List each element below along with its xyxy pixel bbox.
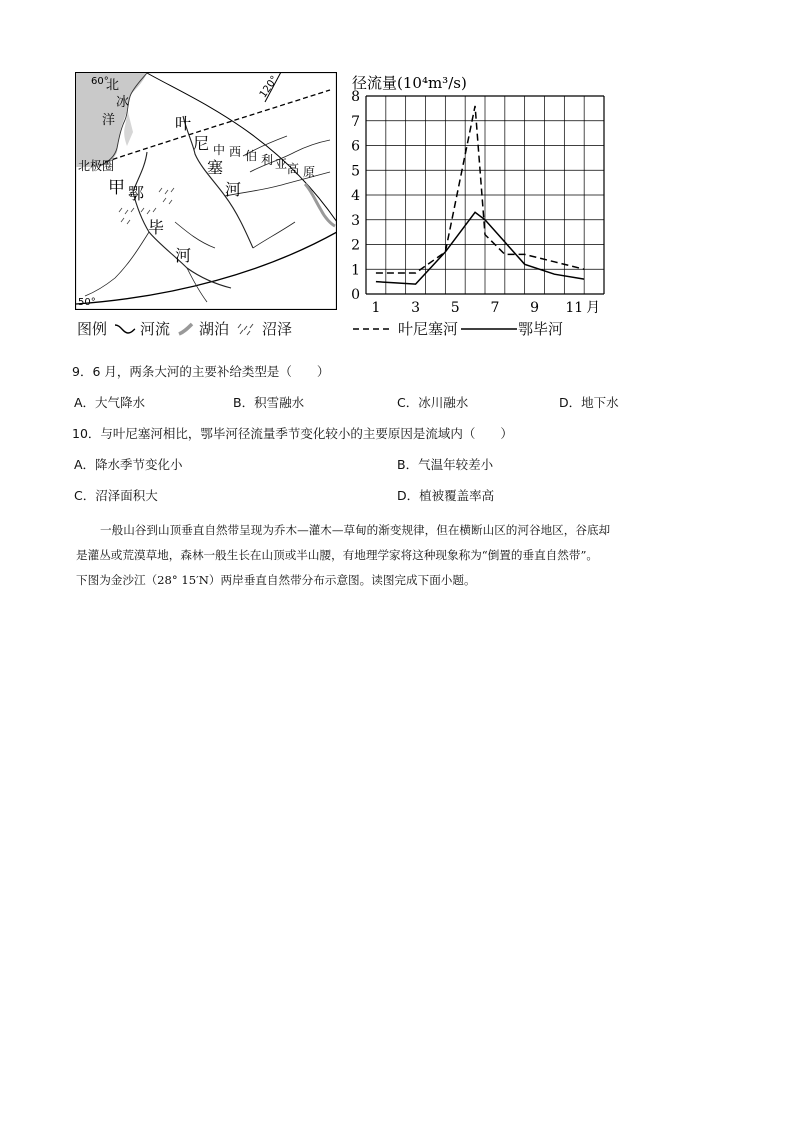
q9-option-d[interactable]: D．地下水	[559, 395, 619, 410]
q9-option-b[interactable]: B．积雪融水	[233, 395, 305, 410]
plateau-char-6: 高	[287, 162, 300, 176]
q10-option-d[interactable]: D．植被覆盖率高	[397, 488, 495, 503]
passage-line-1: 一般山谷到山顶垂直自然带呈现为乔木—灌木—草甸的渐变规律，但在横断山区的河谷地区，谷底却	[100, 523, 611, 537]
legend-swamp: 沼泽	[262, 320, 293, 338]
siberia-map	[75, 72, 337, 310]
x-tick-label: 9	[530, 300, 540, 316]
plateau-char-5: 亚	[275, 157, 288, 171]
q9-option-a[interactable]: A．大气降水	[74, 395, 146, 410]
legend-lake: 湖泊	[199, 320, 230, 338]
solid-line-swatch	[460, 324, 518, 334]
runoff-chart	[346, 72, 608, 320]
y-tick-label: 7	[351, 113, 360, 130]
chart-legend	[352, 318, 563, 339]
ocean-label-1: 北	[106, 78, 120, 93]
legend-yenisei: 叶尼塞河	[398, 320, 459, 338]
passage-line-3: 下图为金沙江（28° 15′N）两岸垂直自然带分布示意图。读图完成下面小题。	[76, 573, 476, 587]
q10-option-a[interactable]: A．降水季节变化小	[74, 457, 183, 472]
map-legend	[77, 318, 292, 339]
yenisei-series-line	[376, 106, 584, 273]
lon-120-label: 120°	[257, 74, 281, 101]
plateau-char-4: 利	[261, 153, 274, 167]
reading-passage	[76, 518, 722, 593]
ob-char-2: 毕	[148, 218, 165, 237]
lat-60-label: 60°	[91, 76, 109, 87]
ocean-label-2: 冰	[116, 95, 130, 110]
y-tick-label: 0	[351, 287, 360, 303]
y-tick-label: 8	[351, 89, 360, 105]
passage-line-2: 是灌丛或荒漠草地，森林一般生长在山顶或半山腰，有地理学家将这种现象称为“倒置的垂直自然带”。	[76, 548, 598, 562]
arctic-circle-label: 北极圈	[78, 159, 115, 173]
q9-option-c[interactable]: C．冰川融水	[397, 395, 469, 410]
q10-option-c[interactable]: C．沼泽面积大	[74, 488, 158, 503]
dashed-line-swatch	[352, 324, 394, 334]
lake-icon	[176, 322, 196, 336]
plateau-char-7: 原	[303, 165, 316, 179]
ob-series-line	[376, 212, 584, 284]
plateau-char-2: 西	[229, 145, 242, 159]
yenisei-char-1: 叶	[175, 114, 192, 133]
lat-50-label: 50°	[78, 297, 96, 308]
y-tick-label: 6	[351, 138, 360, 155]
river-icon	[113, 322, 137, 336]
x-tick-label: 1	[371, 300, 381, 316]
yenisei-char-4: 河	[225, 180, 242, 199]
chart-y-ticks	[351, 89, 360, 303]
ob-char-3: 河	[175, 246, 192, 265]
x-tick-label: 5	[450, 300, 460, 316]
x-unit-label: 月	[586, 300, 601, 316]
x-tick-label: 11	[565, 300, 584, 316]
plateau-char-1: 中	[213, 143, 226, 157]
ob-char-1: 鄂	[128, 184, 145, 203]
legend-title: 图例	[77, 320, 108, 338]
yenisei-char-2: 尼	[193, 134, 210, 153]
y-tick-label: 3	[351, 212, 360, 229]
q10-option-b[interactable]: B．气温年较差小	[397, 457, 494, 472]
y-tick-label: 5	[351, 163, 360, 180]
x-tick-label: 3	[411, 300, 421, 316]
ocean-label-3: 洋	[102, 113, 116, 128]
y-tick-label: 1	[351, 262, 360, 279]
legend-ob: 鄂毕河	[518, 320, 564, 338]
point-jia-label: 甲	[108, 178, 125, 198]
chart-grid	[366, 96, 604, 294]
question-9: 9．6 月，两条大河的主要补给类型是（ ）	[72, 364, 330, 379]
y-tick-label: 2	[351, 237, 360, 254]
plateau-char-3: 伯	[245, 149, 258, 163]
question-10: 10．与叶尼塞河相比，鄂毕河径流量季节变化较小的主要原因是流域内（ ）	[72, 426, 513, 441]
y-tick-label: 4	[351, 188, 360, 204]
legend-river: 河流	[140, 320, 171, 338]
x-tick-label: 7	[490, 300, 500, 316]
chart-x-ticks	[371, 300, 600, 316]
yenisei-char-3: 塞	[207, 158, 224, 177]
chart-y-axis-label: 径流量(10⁴m³/s)	[352, 74, 467, 92]
swamp-icon	[235, 322, 259, 336]
